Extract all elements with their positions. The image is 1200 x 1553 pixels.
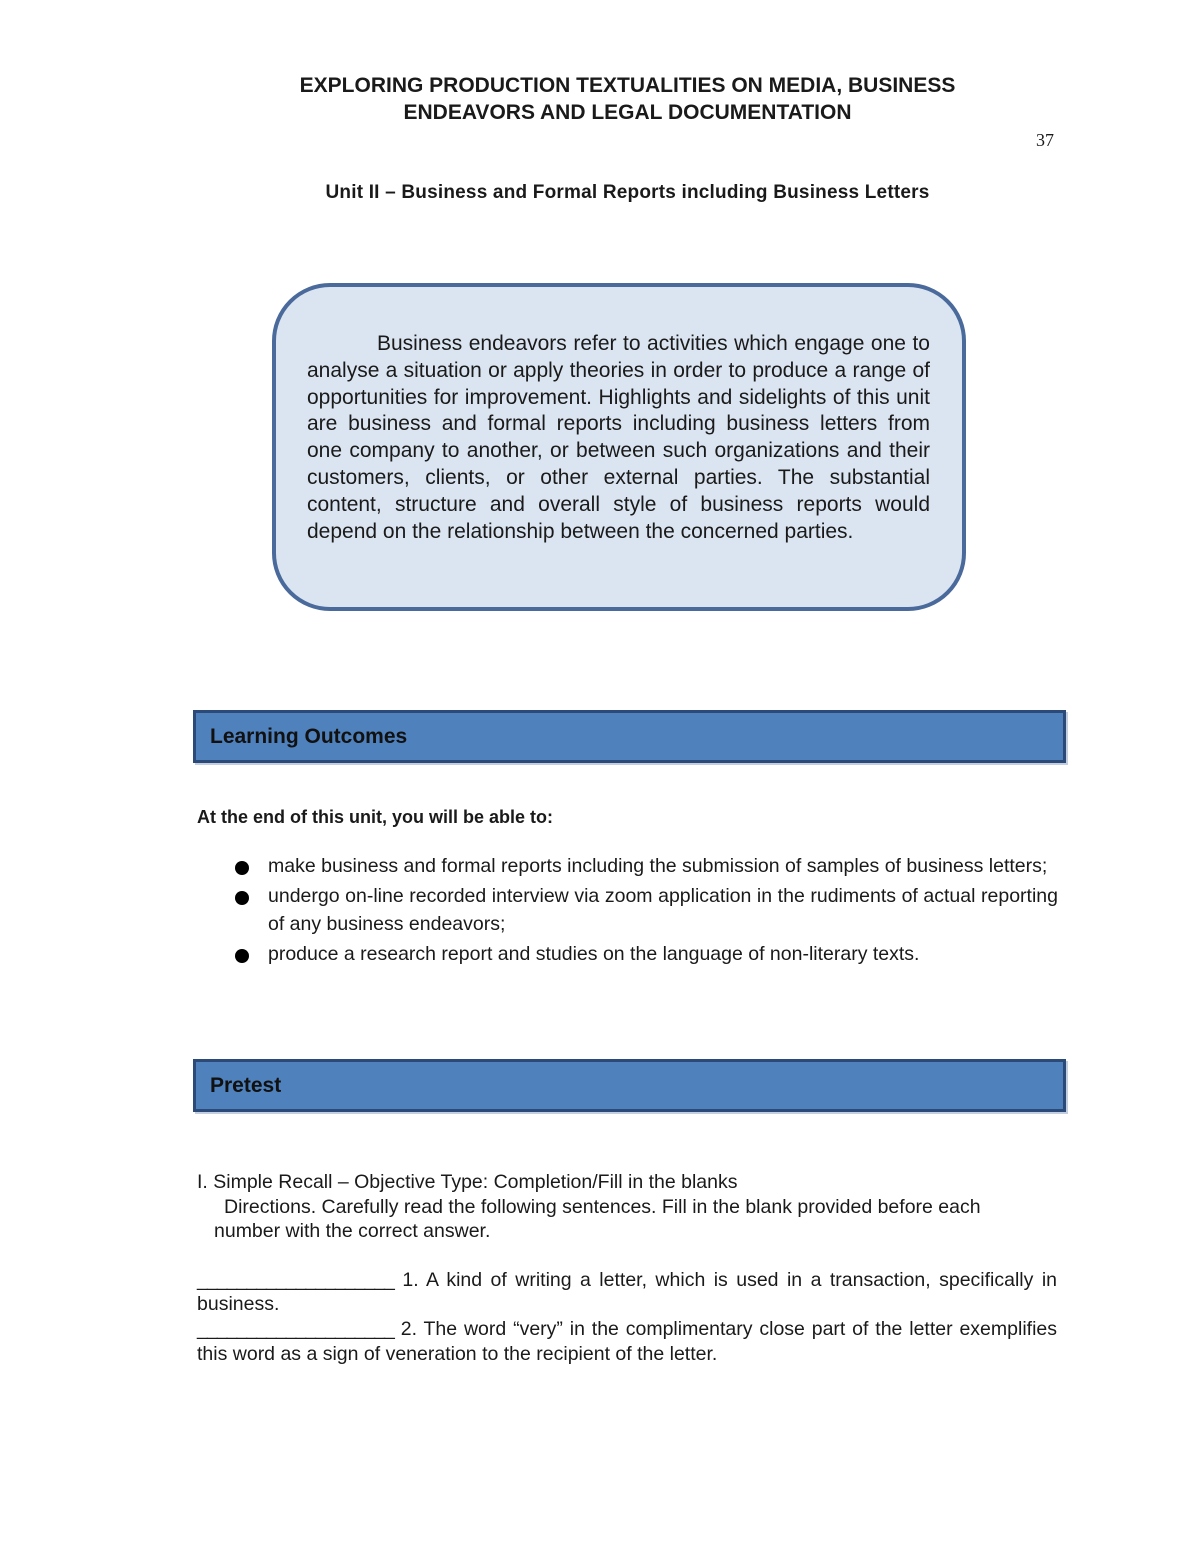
question-item [197,1268,1057,1317]
unit-title: Unit II – Business and Formal Reports including Business Letters [325,182,930,203]
bullet-icon [235,949,249,963]
pretest-section [197,1170,1057,1366]
answer-blank[interactable]: ____________________ [197,1268,394,1291]
document-title-line-2: ENDEAVORS AND LEGAL DOCUMENTATION [403,101,852,124]
pretest-heading: Pretest [193,1059,1066,1112]
learning-outcomes-list [233,852,1058,969]
answer-blank[interactable]: ____________________ [197,1317,394,1340]
document-title [0,72,1200,126]
list-item [233,940,1058,969]
outcome-text: make business and formal reports including the submission of samples of business letters; [268,855,1048,877]
intro-callout-box [272,283,966,611]
intro-text: Business endeavors refer to activities which engage one to analyse a situation or apply theories in order to produce a range of opportunities for improvement. Highlights and sidelights of this unit are business and formal reports including business letters from one company to another, or between such organizations and their customers, clients, or other external parties. The substantial content, structure and overall style of business reports would depend on the relationship between the concerned parties. [307,332,930,543]
bullet-icon [235,891,249,905]
pretest-section-title: I. Simple Recall – Objective Type: Completion/Fill in the blanks [197,1171,738,1193]
list-item [233,882,1058,939]
document-title-line-1: EXPLORING PRODUCTION TEXTUALITIES ON MEDIA, BUSINESS [299,74,956,97]
learning-outcomes-heading: Learning Outcomes [193,710,1066,763]
question-item [197,1317,1057,1366]
pretest-directions-continued: number with the correct answer. [214,1220,491,1243]
outcome-text: produce a research report and studies on the language of non-literary texts. [268,942,920,965]
list-item [233,852,1058,881]
outcome-text: undergo on-line recorded interview via zoom application in the rudiments of actual reporting of any business endeavors; [268,884,1058,935]
page-number: 37 [1036,130,1054,150]
question-text: 1. A kind of writing a letter, which is used in a transaction, specifically in business. [197,1268,1057,1316]
learning-outcomes-intro: At the end of this unit, you will be able to: [197,807,553,827]
question-text: 2. The word “very” in the complimentary close part of the letter exemplifies this word as a sign of veneration to the recipient of the letter. [197,1317,1057,1365]
bullet-icon [235,861,249,875]
pretest-directions: Directions. Carefully read the following sentences. Fill in the blank provided before each [224,1195,981,1218]
